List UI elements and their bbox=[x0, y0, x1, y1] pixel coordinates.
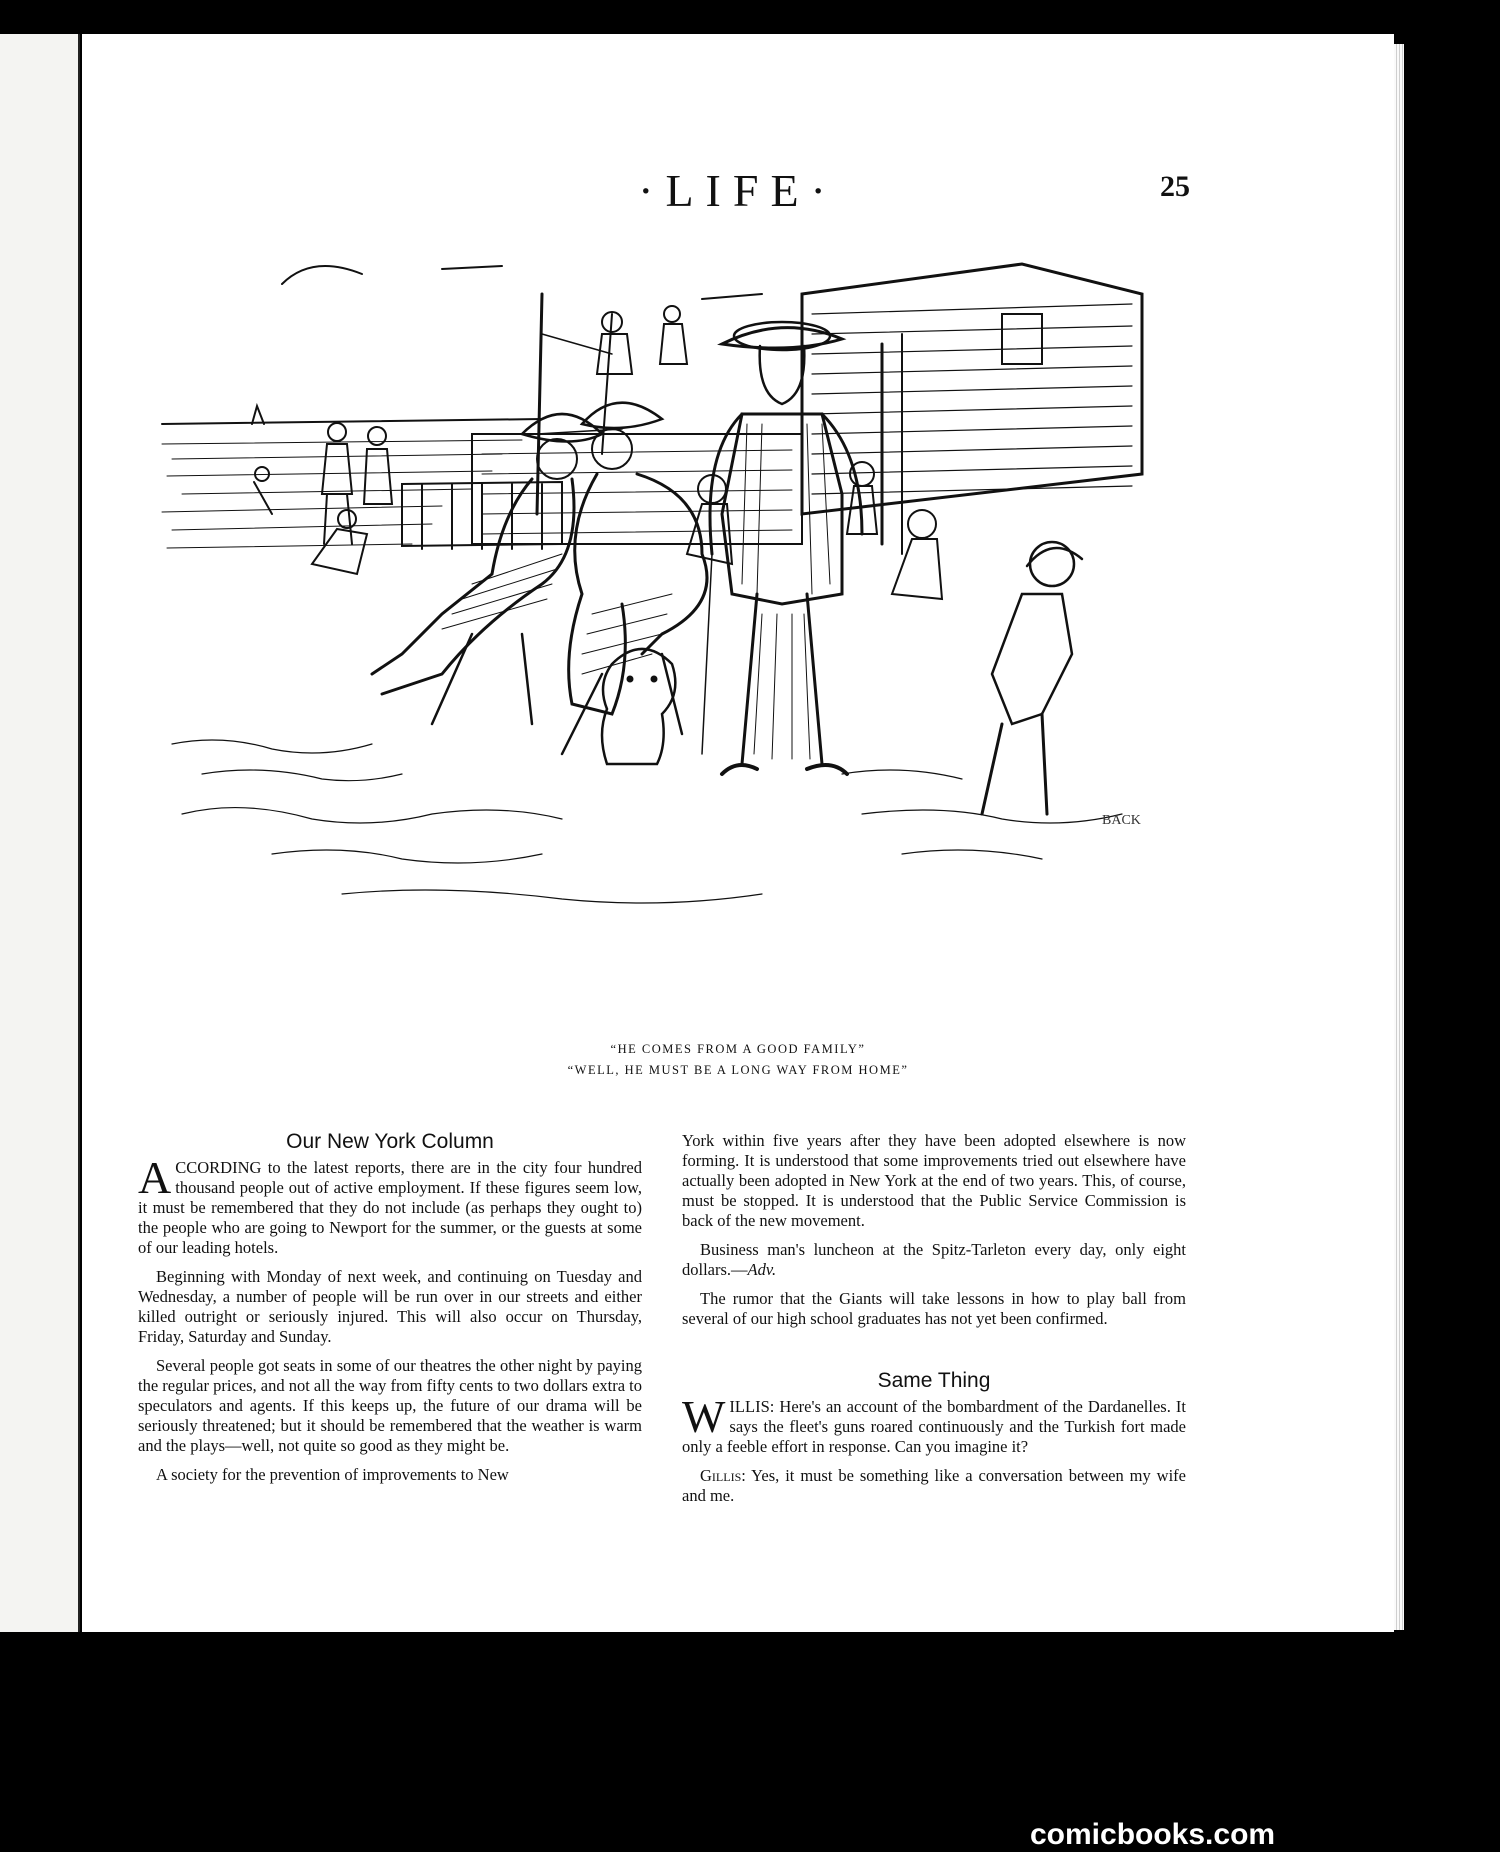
dropcap-w: W bbox=[682, 1391, 726, 1442]
dropcap-a: A bbox=[138, 1152, 172, 1203]
watermark-text: comicbooks.com bbox=[1030, 1818, 1276, 1851]
page-number: 25 bbox=[1160, 170, 1190, 203]
article1-paragraph-4-cont: York within five years after they have been adopted elsewhere is now forming. It is understood that some improvements tried out elsewhere have actually been adopted in New York at the end of two years. This, of course, must be stopped. It is understood that the Public Service Commission is back of the new movement. bbox=[682, 1131, 1186, 1230]
article1-paragraph-6: The rumor that the Giants will take lessons in how to play ball from several of our high school graduates has not yet been confirmed. bbox=[682, 1289, 1186, 1328]
cartoon-caption bbox=[82, 1039, 1394, 1081]
beach-cartoon-illustration bbox=[142, 254, 1192, 1034]
artist-signature: BACK bbox=[1102, 813, 1141, 828]
column-left bbox=[138, 1132, 642, 1494]
article2-line1-text: Here's an account of the bombardment of the Dardanelles. It says the fleet's guns roared continuously and the Turkish fort made only a feeble effort in response. Can you imagine it? bbox=[682, 1397, 1186, 1456]
article1-paragraph-2: Beginning with Monday of next week, and continuing on Tuesday and Wednesday, a number of people will be run over in our streets and either killed outright or seriously injured. This will also occur on Thursday, Friday, Saturday and Sunday. bbox=[138, 1267, 642, 1346]
page-stack-edge bbox=[1394, 44, 1404, 1630]
article-title-new-york-column: Our New York Column bbox=[286, 1130, 494, 1153]
caption-line-2: “WELL, HE MUST BE A LONG WAY FROM HOME” bbox=[567, 1063, 909, 1077]
article1-paragraph-1 bbox=[138, 1152, 642, 1258]
article1-paragraph-4-start: A society for the prevention of improvements to New bbox=[156, 1465, 509, 1484]
speaker-gillis: Gillis: bbox=[700, 1466, 746, 1485]
article1-p1-text: CCORDING to the latest reports, there are in the city four hundred thousand people out of active employment. If these figures seem low, it must be remembered that they do not include (as perhaps they ought to) the people who are going to Newport for the summer, or the guests at some of our leading hotels. bbox=[138, 1158, 642, 1257]
masthead-title: ·LIFE· bbox=[638, 165, 838, 216]
facing-page-edge bbox=[0, 34, 80, 1632]
site-watermark bbox=[1030, 1818, 1475, 1851]
adv-label: Adv. bbox=[747, 1260, 777, 1279]
article2-line-2 bbox=[682, 1466, 1186, 1506]
article1-paragraph-3: Several people got seats in some of our theatres the other night by paying the regular prices, and not all the way from fifty cents to two dollars extra to speculators and agents. If this keeps up, the future of our drama will be seriously threatened; but it should be remembered that the weather is warm and the plays—well, not quite so good as they might be. bbox=[138, 1356, 643, 1455]
article1-p5-text: Business man's luncheon at the Spitz-Tarleton every day, only eight dollars.— bbox=[682, 1240, 1186, 1279]
article2-line-1 bbox=[682, 1391, 1186, 1457]
caption-line-1: “HE COMES FROM A GOOD FAMILY” bbox=[610, 1042, 866, 1056]
column-right bbox=[682, 1131, 1186, 1515]
article2-line2-text: Yes, it must be something like a conversation between my wife and me. bbox=[682, 1466, 1186, 1505]
article1-paragraph-5 bbox=[682, 1240, 1186, 1280]
magazine-page bbox=[82, 34, 1394, 1632]
article-title-same-thing: Same Thing bbox=[877, 1369, 991, 1392]
speaker-willis: ILLIS: bbox=[729, 1397, 775, 1416]
